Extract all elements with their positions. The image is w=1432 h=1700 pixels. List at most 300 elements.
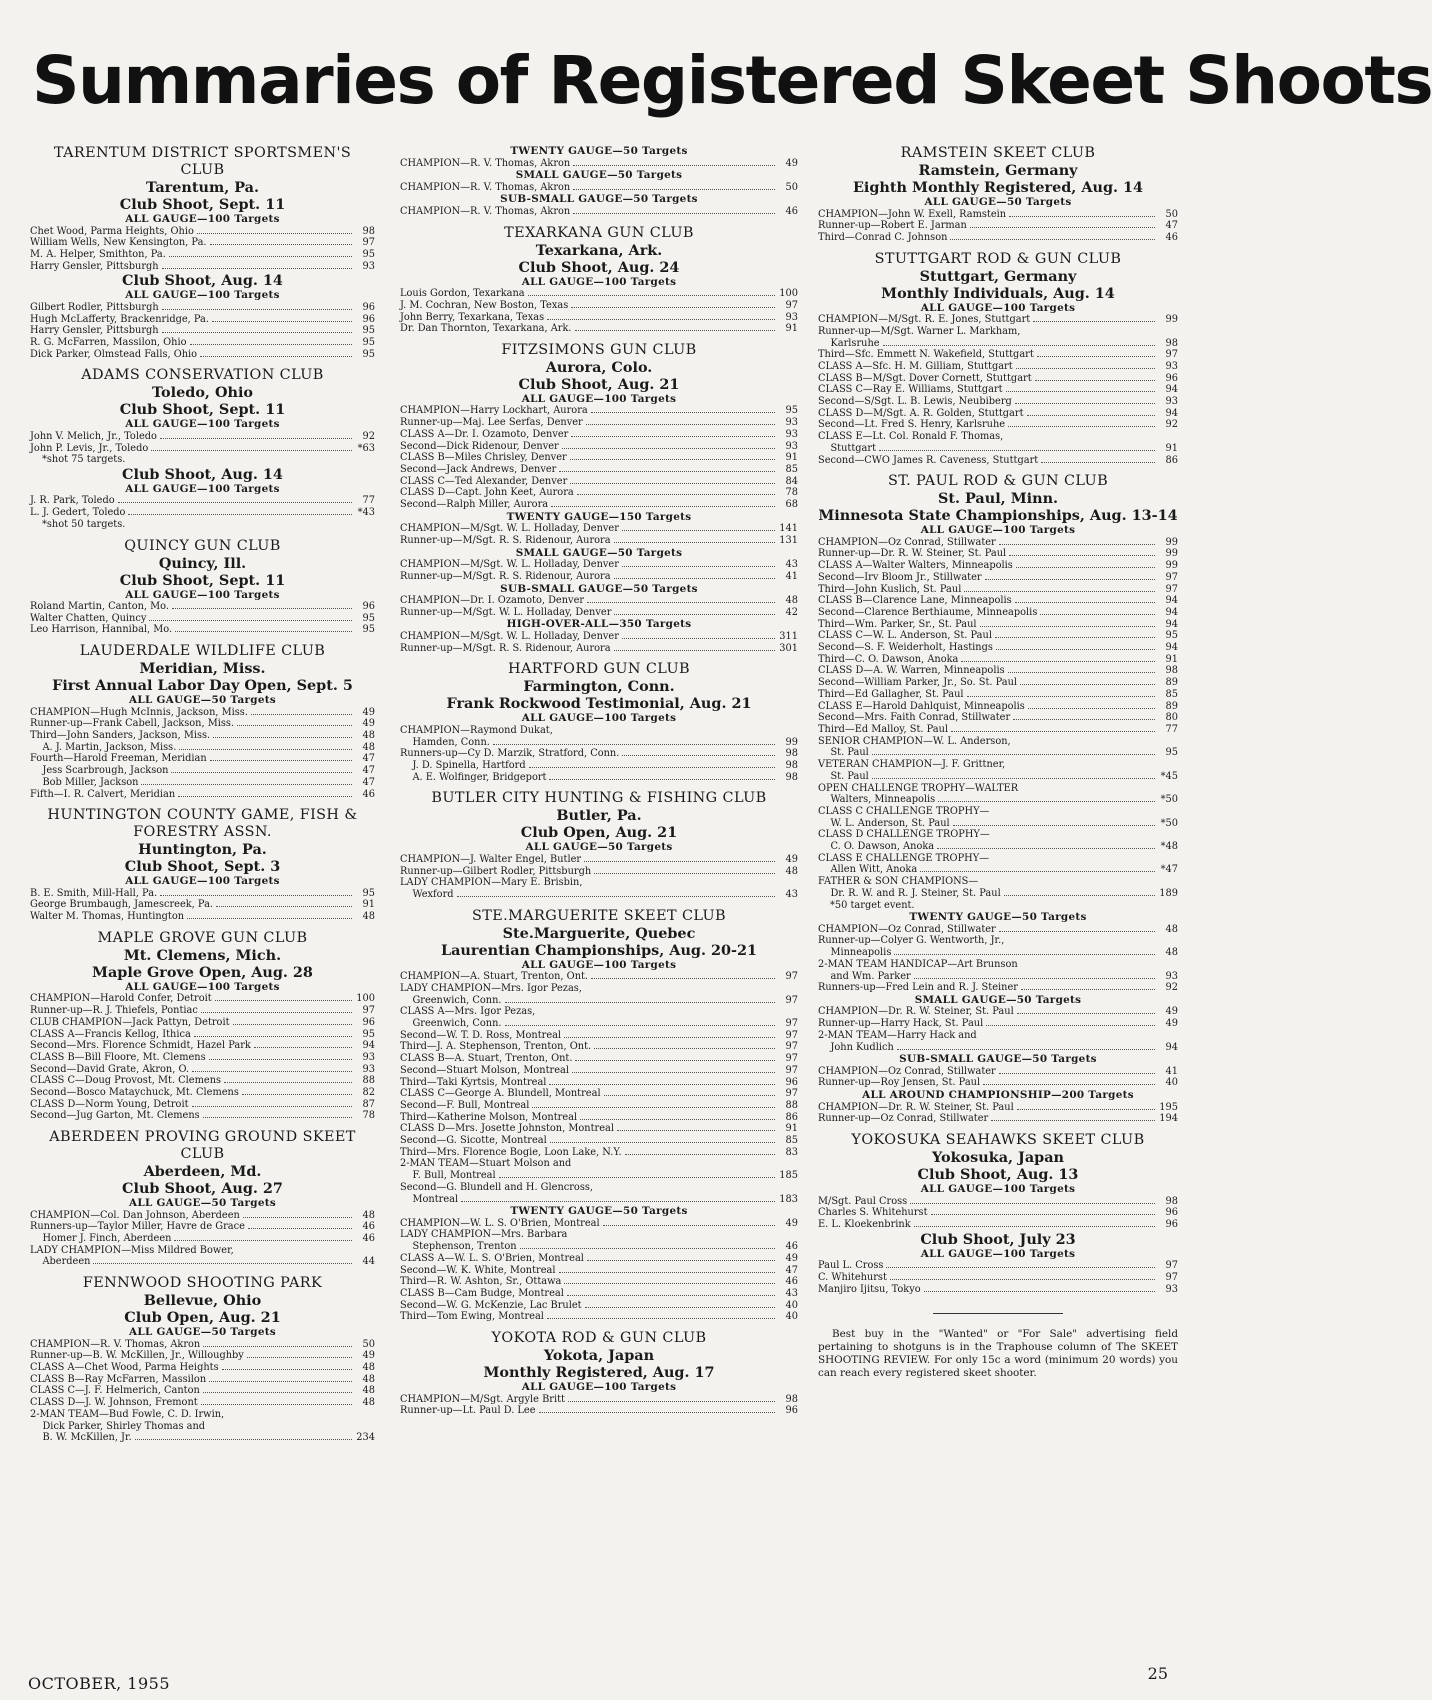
score: 86 bbox=[1165, 454, 1178, 466]
dot-leader bbox=[950, 232, 1155, 240]
score: 194 bbox=[1159, 1113, 1178, 1125]
result-row bbox=[30, 1362, 375, 1374]
result-row bbox=[400, 1147, 798, 1159]
shooter-name: CLASS B—Clarence Lane, Minneapolis bbox=[818, 595, 1012, 607]
magazine-page bbox=[28, 0, 1432, 1700]
shooter-name: 2-MAN TEAM—Stuart Molson and bbox=[400, 1158, 572, 1170]
shoot-heading: Eighth Monthly Registered, Aug. 14 bbox=[852, 179, 1144, 196]
result-row bbox=[400, 607, 798, 619]
dot-leader bbox=[622, 748, 775, 756]
gauge-heading: SMALL GAUGE—50 Targets bbox=[914, 993, 1082, 1006]
gauge-heading: SUB-SMALL GAUGE—50 Targets bbox=[899, 1053, 1097, 1066]
shooter-name: R. G. McFarren, Massilon, Ohio bbox=[30, 336, 187, 348]
result-row bbox=[30, 1397, 375, 1409]
shooter-name: CHAMPION—Oz Conrad, Stillwater bbox=[818, 1065, 996, 1077]
shooter-name: Aberdeen bbox=[30, 1256, 91, 1268]
column-3-results bbox=[818, 145, 1178, 1295]
shoot-heading: Club Shoot, Sept. 11 bbox=[119, 196, 286, 213]
shooter-name: Second—Mrs. Florence Schmidt, Hazel Park bbox=[30, 1040, 251, 1052]
dot-leader bbox=[203, 1339, 352, 1347]
score: 96 bbox=[362, 301, 375, 313]
result-row bbox=[818, 665, 1178, 677]
dot-leader bbox=[169, 249, 352, 257]
dot-leader bbox=[528, 288, 775, 296]
dot-leader bbox=[212, 314, 352, 322]
dot-leader bbox=[551, 499, 775, 507]
shooter-name: Greenwich, Conn. bbox=[400, 994, 502, 1006]
score: 48 bbox=[785, 595, 798, 607]
dot-leader bbox=[622, 631, 775, 639]
result-row bbox=[400, 631, 798, 643]
score: 78 bbox=[362, 1110, 375, 1122]
result-row bbox=[30, 1432, 375, 1444]
dot-leader bbox=[1035, 373, 1155, 381]
score: 97 bbox=[1165, 349, 1178, 361]
dot-leader bbox=[614, 571, 775, 579]
result-row bbox=[818, 455, 1178, 467]
shooter-name: CLASS A—Dr. I. Ozamoto, Denver bbox=[400, 428, 569, 440]
dot-leader bbox=[938, 794, 1155, 802]
result-row bbox=[400, 1112, 798, 1124]
score: 93 bbox=[1165, 360, 1178, 372]
score: 94 bbox=[362, 1040, 375, 1052]
dot-leader bbox=[614, 643, 775, 651]
dot-leader bbox=[1008, 665, 1155, 673]
dot-leader bbox=[520, 1241, 775, 1249]
club-location: Stuttgart, Germany bbox=[919, 267, 1077, 285]
gauge-heading: ALL GAUGE—50 Targets bbox=[525, 841, 673, 854]
result-row bbox=[818, 443, 1178, 455]
gauge-heading: ALL GAUGE—50 Targets bbox=[128, 694, 277, 707]
result-row bbox=[30, 1421, 375, 1433]
club-location: Meridian, Miss. bbox=[139, 660, 266, 678]
shoot-heading: Club Shoot, Aug. 13 bbox=[917, 1166, 1079, 1184]
shooter-name: 2-MAN TEAM HANDICAP—Art Brunson bbox=[818, 958, 1018, 970]
result-row bbox=[818, 209, 1178, 221]
dot-leader bbox=[1027, 408, 1155, 416]
shooter-name: Third—C. O. Dawson, Anoka bbox=[818, 653, 959, 665]
result-row bbox=[30, 789, 375, 801]
score: 97 bbox=[785, 971, 798, 983]
shooter-name: 2-MAN TEAM—Bud Fowle, C. D. Irwin, bbox=[30, 1408, 225, 1420]
gauge-heading: TWENTY GAUGE—50 Targets bbox=[510, 145, 688, 157]
shooter-name: Stuttgart bbox=[818, 442, 877, 454]
shooter-name: Runner-up—M/Sgt. W. L. Holladay, Denver bbox=[400, 606, 612, 618]
club-name: HARTFORD GUN CLUB bbox=[508, 661, 690, 678]
club-section bbox=[30, 538, 375, 637]
shooter-name: Second—Bosco Mataychuck, Mt. Clemens bbox=[30, 1087, 239, 1099]
result-row bbox=[30, 730, 375, 742]
score: 95 bbox=[362, 248, 375, 260]
shooter-name: Second—Lt. Fred S. Henry, Karlsruhe bbox=[818, 419, 1006, 431]
dot-leader bbox=[564, 1030, 775, 1038]
result-row bbox=[818, 818, 1178, 830]
score: 40 bbox=[1165, 1077, 1178, 1089]
shooter-name: Second—W. T. D. Ross, Montreal bbox=[400, 1029, 562, 1041]
club-location: Bellevue, Ohio bbox=[143, 1292, 262, 1310]
score: 98 bbox=[1165, 665, 1178, 677]
gauge-heading: ALL GAUGE—100 Targets bbox=[920, 1183, 1076, 1196]
dot-leader bbox=[1004, 888, 1155, 896]
score: 48 bbox=[1165, 923, 1178, 935]
result-row bbox=[818, 384, 1178, 396]
score: 96 bbox=[785, 1076, 798, 1088]
score: 98 bbox=[785, 771, 798, 783]
shooter-name: Runner-up—M/Sgt. R. S. Ridenour, Aurora bbox=[400, 642, 611, 654]
shooter-name: CLASS C—J. F. Helmerich, Canton bbox=[30, 1385, 200, 1397]
dot-leader bbox=[493, 737, 775, 745]
dot-leader bbox=[920, 864, 1155, 872]
shooter-name: Runner-up—Frank Cabell, Jackson, Miss. bbox=[30, 718, 235, 730]
score: 98 bbox=[785, 1393, 798, 1405]
result-row bbox=[400, 1041, 798, 1053]
score: 91 bbox=[1165, 442, 1178, 454]
column-1 bbox=[30, 145, 375, 1444]
club-location: Quincy, Ill. bbox=[158, 554, 247, 572]
shooter-name: CLASS E—Harold Dahlquist, Minneapolis bbox=[818, 700, 1025, 712]
result-row bbox=[400, 1123, 798, 1135]
gauge-heading: ALL GAUGE—100 Targets bbox=[125, 418, 280, 431]
shooter-name: Second—Dick Ridenour, Denver bbox=[400, 440, 559, 452]
score: 95 bbox=[362, 887, 375, 899]
result-row bbox=[818, 419, 1178, 431]
dot-leader bbox=[622, 523, 775, 531]
result-row bbox=[30, 1350, 375, 1362]
result-row bbox=[818, 1018, 1178, 1030]
club-name: LAUDERDALE WILDLIFE CLUB bbox=[79, 643, 326, 660]
score: 95 bbox=[362, 336, 375, 348]
result-row bbox=[30, 1087, 375, 1099]
result-row bbox=[818, 607, 1178, 619]
result-row bbox=[818, 1030, 1178, 1042]
score: 96 bbox=[362, 1016, 375, 1028]
score: 84 bbox=[785, 475, 798, 487]
shoot-heading: Monthly Registered, Aug. 17 bbox=[483, 1364, 715, 1382]
result-row bbox=[818, 584, 1178, 596]
shooter-name: CLASS A—Walter Walters, Minneapolis bbox=[818, 560, 1013, 572]
shooter-name: CHAMPION—R. V. Thomas, Akron bbox=[400, 181, 571, 193]
dot-leader bbox=[210, 753, 352, 761]
dot-leader bbox=[532, 1100, 775, 1108]
score: 85 bbox=[785, 1135, 798, 1147]
score: 92 bbox=[1165, 419, 1178, 431]
dot-leader bbox=[248, 1221, 352, 1229]
score: 48 bbox=[362, 1397, 375, 1409]
shooter-name: John Kudlich bbox=[818, 1041, 894, 1053]
shooter-name: Second—Stuart Molson, Montreal bbox=[400, 1064, 569, 1076]
result-row bbox=[400, 1030, 798, 1042]
score: 95 bbox=[1165, 630, 1178, 642]
score: 97 bbox=[785, 1053, 798, 1065]
score: *43 bbox=[357, 507, 375, 519]
score: 96 bbox=[362, 313, 375, 325]
shooter-name: CLASS A—W. L. S. O'Brien, Montreal bbox=[400, 1252, 584, 1264]
dot-leader bbox=[999, 924, 1155, 932]
score: 93 bbox=[362, 260, 375, 272]
result-row bbox=[400, 476, 798, 488]
score: 97 bbox=[1165, 571, 1178, 583]
shooter-name: John V. Melich, Jr., Toledo bbox=[30, 430, 157, 442]
score: 97 bbox=[785, 1064, 798, 1076]
score: 48 bbox=[362, 1209, 375, 1221]
dot-leader bbox=[201, 1005, 352, 1013]
result-row bbox=[818, 220, 1178, 232]
dot-leader bbox=[594, 866, 775, 874]
result-row bbox=[30, 443, 375, 455]
score: *48 bbox=[1160, 841, 1178, 853]
shooter-name: A. J. Martin, Jackson, Miss. bbox=[30, 741, 177, 753]
score: 50 bbox=[785, 181, 798, 193]
score: 98 bbox=[785, 759, 798, 771]
result-row bbox=[400, 737, 798, 749]
dot-leader bbox=[178, 789, 352, 797]
shooter-name: Dr. Dan Thornton, Texarkana, Ark. bbox=[400, 323, 572, 335]
shoot-heading: Club Shoot, Aug. 24 bbox=[518, 258, 680, 276]
result-row bbox=[818, 1219, 1178, 1231]
club-name: ST. PAUL ROD & GUN CLUB bbox=[887, 473, 1109, 490]
result-row bbox=[30, 1064, 375, 1076]
result-row bbox=[400, 288, 798, 300]
result-row bbox=[30, 899, 375, 911]
shooter-name: CHAMPION—M/Sgt. W. L. Holladay, Denver bbox=[400, 630, 619, 642]
score: 94 bbox=[1165, 606, 1178, 618]
result-row bbox=[30, 495, 375, 507]
result-row bbox=[30, 601, 375, 613]
dot-leader bbox=[1041, 455, 1155, 463]
dot-leader bbox=[1016, 361, 1155, 369]
score: 77 bbox=[1165, 724, 1178, 735]
result-row bbox=[400, 523, 798, 535]
dot-leader bbox=[999, 537, 1155, 545]
dot-leader bbox=[559, 464, 775, 472]
gauge-heading: ALL GAUGE—50 Targets bbox=[924, 196, 1072, 208]
shooter-name: CLASS B—M/Sgt. Dover Cornett, Stuttgart bbox=[818, 372, 1032, 384]
result-row bbox=[400, 1311, 798, 1323]
score: 92 bbox=[362, 430, 375, 442]
dot-leader bbox=[910, 1196, 1155, 1204]
dot-leader bbox=[584, 854, 775, 862]
score: 93 bbox=[785, 417, 798, 429]
result-row bbox=[818, 338, 1178, 350]
shooter-name: Fifth—I. R. Calvert, Meridian bbox=[30, 788, 176, 800]
dot-leader bbox=[128, 507, 352, 515]
shooter-name: E. L. Kloekenbrink bbox=[818, 1219, 911, 1230]
score: 97 bbox=[785, 1018, 798, 1030]
score: 97 bbox=[785, 994, 798, 1006]
dot-leader bbox=[1020, 677, 1155, 685]
score: 100 bbox=[779, 288, 798, 300]
score: 97 bbox=[785, 1088, 798, 1100]
dot-leader bbox=[135, 1432, 352, 1440]
result-row bbox=[400, 889, 798, 901]
score: 78 bbox=[785, 487, 798, 499]
result-row bbox=[818, 747, 1178, 759]
result-row bbox=[818, 1102, 1178, 1114]
shooter-name: CHAMPION—M/Sgt. W. L. Holladay, Denver bbox=[400, 523, 619, 535]
result-row bbox=[818, 759, 1178, 771]
shooter-name: CLASS C CHALLENGE TROPHY— bbox=[818, 805, 990, 817]
result-row bbox=[818, 1113, 1178, 1125]
dot-leader bbox=[617, 1123, 775, 1131]
score: 97 bbox=[1165, 583, 1178, 595]
result-row bbox=[400, 571, 798, 583]
score: 87 bbox=[362, 1098, 375, 1110]
result-row bbox=[818, 232, 1178, 244]
result-row bbox=[818, 806, 1178, 818]
score: 97 bbox=[1165, 1260, 1178, 1272]
score: 96 bbox=[1165, 1219, 1178, 1230]
gauge-heading: ALL GAUGE—100 Targets bbox=[125, 980, 280, 993]
score: 94 bbox=[1165, 407, 1178, 419]
shooter-name: Jess Scarbrough, Jackson bbox=[30, 765, 169, 777]
shooter-name: William Wells, New Kensington, Pa. bbox=[30, 237, 207, 249]
score: 98 bbox=[362, 225, 375, 237]
shooter-name: CHAMPION—W. L. S. O'Brien, Montreal bbox=[400, 1217, 600, 1229]
dot-leader bbox=[1040, 607, 1155, 615]
result-row bbox=[818, 595, 1178, 607]
club-section bbox=[30, 807, 375, 923]
shooter-name: SENIOR CHAMPION—W. L. Anderson, bbox=[818, 735, 1011, 747]
result-row bbox=[818, 701, 1178, 713]
shooter-name: Minneapolis bbox=[818, 947, 892, 959]
gauge-heading: ALL GAUGE—100 Targets bbox=[125, 213, 280, 225]
score: 46 bbox=[362, 788, 375, 800]
shooter-name: LADY CHAMPION—Mary E. Brisbin, bbox=[400, 877, 583, 889]
result-row bbox=[818, 1272, 1178, 1284]
club-location: Ramstein, Germany bbox=[918, 162, 1078, 179]
gauge-heading: SUB-SMALL GAUGE—50 Targets bbox=[500, 193, 698, 206]
shooter-name: Louis Gordon, Texarkana bbox=[400, 288, 525, 300]
shooter-name: LADY CHAMPION—Miss Mildred Bower, bbox=[30, 1244, 234, 1256]
dot-leader bbox=[580, 1112, 775, 1120]
shooter-name: Runners-up—Cy D. Marzik, Stratford, Conn. bbox=[400, 748, 620, 760]
result-row bbox=[818, 326, 1178, 338]
club-name: YOKOSUKA SEAHAWKS SKEET CLUB bbox=[851, 1132, 1145, 1149]
shooter-name: Runner-up—Oz Conrad, Stillwater bbox=[818, 1113, 989, 1125]
dot-leader bbox=[175, 624, 352, 632]
gauge-heading: TWENTY GAUGE—50 Targets bbox=[510, 1205, 688, 1218]
shooter-name: CLASS D—A. W. Warren, Minneapolis bbox=[818, 665, 1005, 677]
shooter-name: CHAMPION—Raymond Dukat, bbox=[400, 724, 553, 736]
club-location: Yokota, Japan bbox=[543, 1347, 655, 1365]
score: 48 bbox=[362, 1373, 375, 1385]
shooter-name: J. M. Cochran, New Boston, Texas bbox=[400, 299, 569, 311]
result-row bbox=[400, 158, 798, 170]
dot-leader bbox=[209, 1374, 352, 1382]
result-row bbox=[400, 1077, 798, 1089]
shooter-name: Second—F. Bull, Montreal bbox=[400, 1099, 530, 1111]
shoot-heading: Club Shoot, July 23 bbox=[920, 1230, 1076, 1248]
result-row bbox=[400, 452, 798, 464]
score: 97 bbox=[1165, 1271, 1178, 1283]
result-row bbox=[818, 971, 1178, 983]
dot-leader bbox=[571, 429, 775, 437]
score: 49 bbox=[785, 1217, 798, 1229]
result-row bbox=[400, 595, 798, 607]
score: 94 bbox=[1165, 618, 1178, 630]
shooter-name: Third—Ed Gallagher, St. Paul bbox=[818, 688, 964, 700]
dot-leader bbox=[872, 747, 1155, 755]
shooter-name: CLASS D—Norm Young, Detroit bbox=[30, 1098, 189, 1110]
shooter-name: CLASS C—W. L. Anderson, St. Paul bbox=[818, 630, 992, 642]
dot-leader bbox=[247, 1350, 352, 1358]
result-row bbox=[30, 1210, 375, 1222]
club-section bbox=[818, 1132, 1178, 1295]
shooter-name: Runner-up—Robert E. Jarman bbox=[818, 220, 967, 232]
dot-leader bbox=[622, 559, 775, 567]
score: 93 bbox=[362, 1063, 375, 1075]
club-name: RAMSTEIN SKEET CLUB bbox=[900, 145, 1096, 161]
score: 48 bbox=[362, 741, 375, 753]
result-row bbox=[30, 1339, 375, 1351]
result-row bbox=[818, 642, 1178, 654]
club-location: Farmington, Conn. bbox=[523, 678, 675, 696]
dot-leader bbox=[457, 889, 775, 897]
gauge-heading: TWENTY GAUGE—150 Targets bbox=[506, 510, 692, 523]
score: 93 bbox=[1165, 1283, 1178, 1295]
shooter-name: B. E. Smith, Mill-Hall, Pa. bbox=[30, 887, 158, 899]
result-row bbox=[400, 971, 798, 983]
shooter-name: CLASS A—Chet Wood, Parma Heights bbox=[30, 1362, 219, 1374]
shooter-name: Chet Wood, Parma Heights, Ohio bbox=[30, 225, 194, 237]
dot-leader bbox=[254, 1040, 352, 1048]
club-location: Aurora, Colo. bbox=[545, 358, 653, 376]
dot-leader bbox=[242, 1087, 352, 1095]
shooter-name: B. W. McKillen, Jr. bbox=[30, 1432, 132, 1444]
gauge-heading: TWENTY GAUGE—50 Targets bbox=[909, 911, 1087, 924]
dot-leader bbox=[539, 1405, 775, 1413]
dot-leader bbox=[160, 431, 352, 439]
gauge-heading: ALL GAUGE—100 Targets bbox=[521, 958, 677, 971]
score: 82 bbox=[362, 1087, 375, 1099]
shooter-name: CLASS C—Ray E. Williams, Stuttgart bbox=[818, 384, 1003, 396]
shooter-name: Leo Harrison, Hannibal, Mo. bbox=[30, 624, 173, 636]
shooter-name: CLASS E CHALLENGE TROPHY— bbox=[818, 852, 989, 864]
shooter-name: Runner-up—M/Sgt. R. S. Ridenour, Aurora bbox=[400, 534, 611, 546]
shooter-name: Runners-up—Taylor Miller, Havre de Grace bbox=[30, 1221, 245, 1233]
dot-leader bbox=[215, 993, 352, 1001]
dot-leader bbox=[890, 1272, 1155, 1280]
dot-leader bbox=[216, 899, 352, 907]
column-2 bbox=[400, 145, 798, 1417]
club-location: Aberdeen, Md. bbox=[143, 1163, 262, 1181]
shooter-name: John P. Levis, Jr., Toledo bbox=[30, 442, 149, 454]
score: 95 bbox=[362, 348, 375, 360]
dot-leader bbox=[499, 1170, 775, 1178]
dot-leader bbox=[550, 1135, 775, 1143]
shooter-name: CHAMPION—Col. Dan Johnson, Aberdeen bbox=[30, 1209, 240, 1221]
dot-leader bbox=[586, 417, 775, 425]
score: 49 bbox=[362, 1350, 375, 1362]
result-row bbox=[400, 559, 798, 571]
shooter-name: St. Paul bbox=[818, 747, 869, 759]
score: 85 bbox=[785, 463, 798, 475]
score: 189 bbox=[1159, 887, 1178, 899]
shooter-name: Second—G. Sicotte, Montreal bbox=[400, 1135, 547, 1147]
dot-leader bbox=[591, 971, 775, 979]
dot-leader bbox=[549, 772, 775, 780]
shooter-name: St. Paul bbox=[818, 770, 869, 782]
result-row bbox=[818, 572, 1178, 584]
dot-leader bbox=[192, 1099, 352, 1107]
club-section bbox=[30, 367, 375, 530]
result-row bbox=[818, 1284, 1178, 1296]
score: 41 bbox=[1165, 1065, 1178, 1077]
shooter-name: Homer J. Finch, Aberdeen bbox=[30, 1233, 172, 1245]
result-row bbox=[400, 1135, 798, 1147]
result-row bbox=[818, 431, 1178, 443]
club-name: FITZSIMONS GUN CLUB bbox=[501, 341, 697, 358]
